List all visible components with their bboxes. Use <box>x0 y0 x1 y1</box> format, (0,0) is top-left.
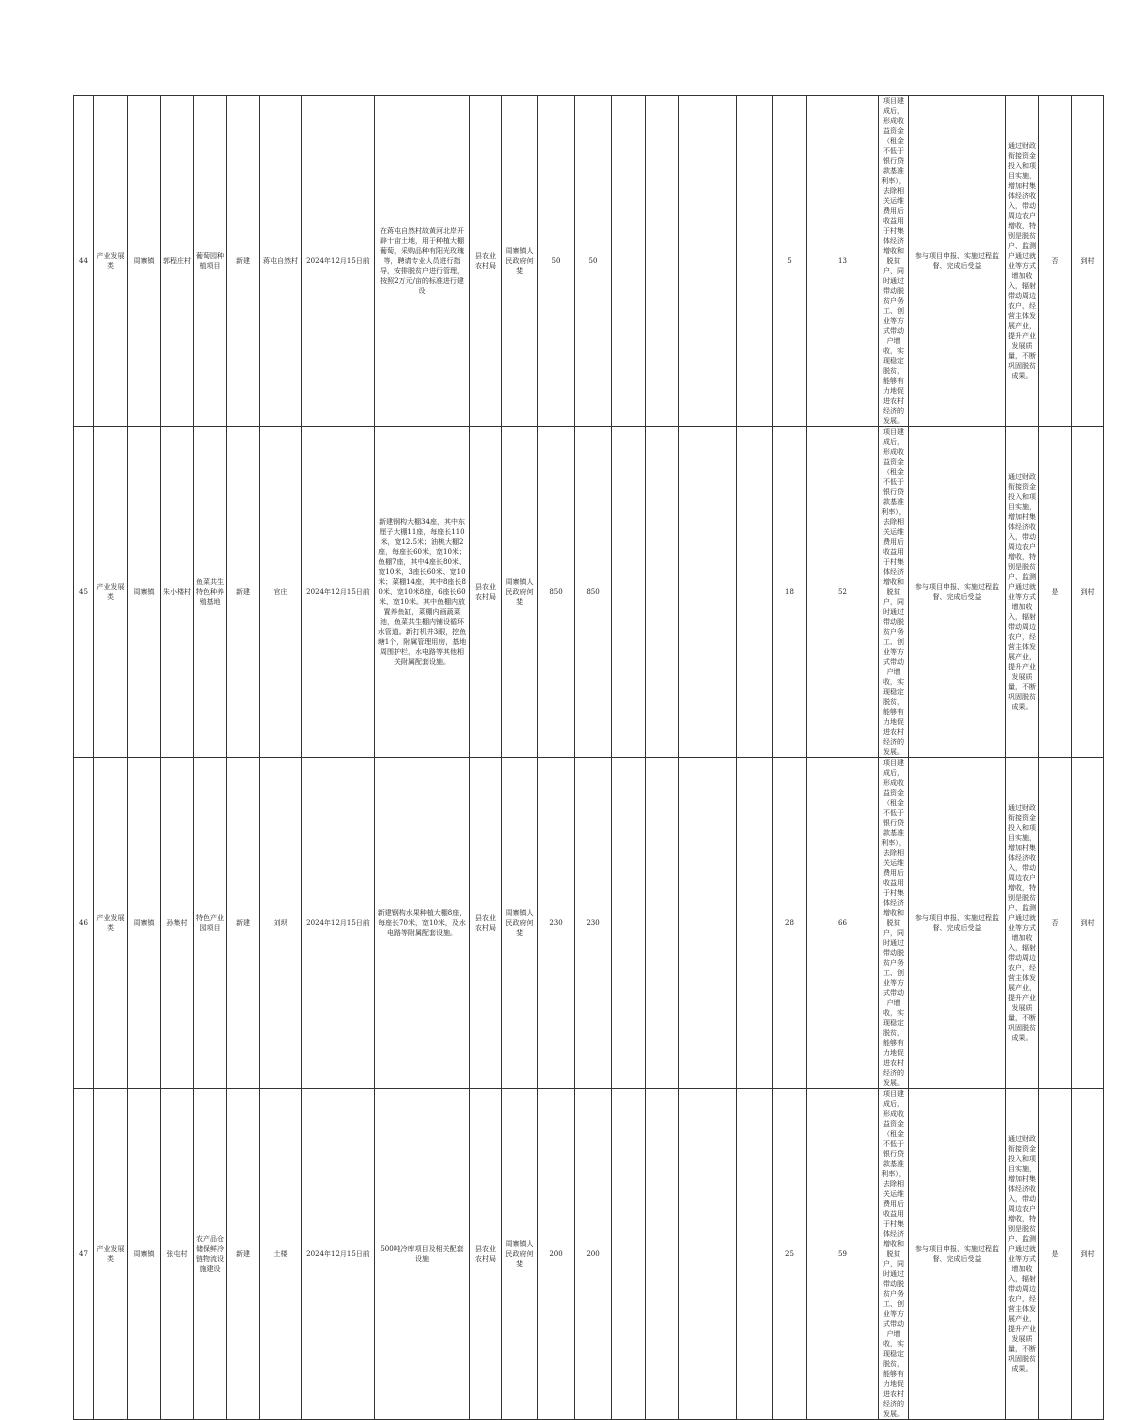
location-cell: 蒋屯自然村 <box>260 96 302 427</box>
empty-cell <box>646 1089 679 1420</box>
households-cell: 28 <box>773 758 807 1089</box>
effect-cell: 通过财政衔接资金投入和项目实施，增加村集体经济收入，带动周边农户增收，特别是脱贫户、监测户通过就业等方式增加收入，辐射带动周边农户，经营主体发展产业，提升产业发展质量，不断巩固脱贫成果。 <box>1006 427 1039 758</box>
village-cell: 郭程庄村 <box>161 96 194 427</box>
empty-cell <box>737 96 773 427</box>
project-table <box>73 95 1104 1420</box>
benefit-cell: 项目建成后，形成收益资金（租金不低于银行贷款基准利率），去除相关运维费用后收益用于村集体经济增收和脱贫户，同时通过带动脱贫户务工、创业等方式带动户增收，实现稳定脱贫，能够有力地促进农村经济的发展。 <box>879 96 909 427</box>
level-cell: 到村 <box>1072 1089 1104 1420</box>
total-investment-cell: 200 <box>538 1089 575 1420</box>
town-cell: 周寨镇 <box>128 96 161 427</box>
empty-cell <box>679 1089 737 1420</box>
effect-cell: 通过财政衔接资金投入和项目实施，增加村集体经济收入，带动周边农户增收，特别是脱贫户、监测户通过就业等方式增加收入，辐射带动周边农户，经营主体发展产业，提升产业发展质量，不断巩固脱贫成果。 <box>1006 1089 1039 1420</box>
deadline-cell: 2024年12月15日前 <box>302 96 375 427</box>
category-cell: 产业发展类 <box>94 758 128 1089</box>
row-number: 44 <box>74 96 94 427</box>
level-cell: 到村 <box>1072 758 1104 1089</box>
effect-cell: 通过财政衔接资金投入和项目实施，增加村集体经济收入，带动周边农户增收，特别是脱贫户、监测户通过就业等方式增加收入，辐射带动周边农户，经营主体发展产业，提升产业发展质量，不断巩固脱贫成果。 <box>1006 96 1039 427</box>
deadline-cell: 2024年12月15日前 <box>302 1089 375 1420</box>
location-cell: 刘坝 <box>260 758 302 1089</box>
project-name-cell: 农产品仓储保鲜冷链物流设施建设 <box>194 1089 227 1420</box>
department-cell: 县农业农村局 <box>470 96 502 427</box>
project-name-cell: 鱼菜共生特色种养殖基地 <box>194 427 227 758</box>
total-investment-cell: 850 <box>538 427 575 758</box>
project-name-cell: 葡萄园种植项目 <box>194 96 227 427</box>
deadline-cell: 2024年12月15日前 <box>302 758 375 1089</box>
row-number: 47 <box>74 1089 94 1420</box>
implementing-unit-cell: 周寨镇人民政府何斐 <box>502 427 538 758</box>
content-cell: 500吨冷库项目及相关配套设施 <box>375 1089 470 1420</box>
village-cell: 张屯村 <box>161 1089 194 1420</box>
mechanism-cell: 参与项目申报、实施过程监督、完成后受益 <box>909 1089 1006 1420</box>
build-type-cell: 新建 <box>227 96 260 427</box>
build-type-cell: 新建 <box>227 1089 260 1420</box>
empty-cell <box>737 1089 773 1420</box>
implementing-unit-cell: 周寨镇人民政府何斐 <box>502 1089 538 1420</box>
flag-cell: 是 <box>1039 1089 1072 1420</box>
implementing-unit-cell: 周寨镇人民政府何斐 <box>502 96 538 427</box>
persons-cell: 13 <box>807 96 879 427</box>
row-number: 46 <box>74 758 94 1089</box>
flag-cell: 否 <box>1039 758 1072 1089</box>
town-cell: 周寨镇 <box>128 758 161 1089</box>
category-cell: 产业发展类 <box>94 427 128 758</box>
total-investment-cell: 230 <box>538 758 575 1089</box>
village-cell: 朱小楼村 <box>161 427 194 758</box>
project-name-cell: 特色产业园项目 <box>194 758 227 1089</box>
households-cell: 18 <box>773 427 807 758</box>
total-investment-cell: 50 <box>538 96 575 427</box>
deadline-cell: 2024年12月15日前 <box>302 427 375 758</box>
households-cell: 5 <box>773 96 807 427</box>
effect-cell: 通过财政衔接资金投入和项目实施，增加村集体经济收入，带动周边农户增收，特别是脱贫户、监测户通过就业等方式增加收入，辐射带动周边农户，经营主体发展产业，提升产业发展质量，不断巩固脱贫成果。 <box>1006 758 1039 1089</box>
fund-cell: 200 <box>575 1089 612 1420</box>
town-cell: 周寨镇 <box>128 1089 161 1420</box>
fund-cell: 50 <box>575 96 612 427</box>
households-cell: 25 <box>773 1089 807 1420</box>
table-row <box>74 1089 1104 1420</box>
benefit-cell: 项目建成后，形成收益资金（租金不低于银行贷款基准利率），去除相关运维费用后收益用于村集体经济增收和脱贫户，同时通过带动脱贫户务工、创业等方式带动户增收，实现稳定脱贫，能够有力地促进农村经济的发展。 <box>879 758 909 1089</box>
build-type-cell: 新建 <box>227 427 260 758</box>
department-cell: 县农业农村局 <box>470 1089 502 1420</box>
location-cell: 官庄 <box>260 427 302 758</box>
empty-cell <box>679 427 737 758</box>
empty-cell <box>612 1089 646 1420</box>
table-row <box>74 427 1104 758</box>
persons-cell: 52 <box>807 427 879 758</box>
fund-cell: 850 <box>575 427 612 758</box>
empty-cell <box>612 96 646 427</box>
level-cell: 到村 <box>1072 96 1104 427</box>
benefit-cell: 项目建成后，形成收益资金（租金不低于银行贷款基准利率），去除相关运维费用后收益用于村集体经济增收和脱贫户，同时通过带动脱贫户务工、创业等方式带动户增收，实现稳定脱贫，能够有力地促进农村经济的发展。 <box>879 427 909 758</box>
empty-cell <box>612 758 646 1089</box>
table-row <box>74 96 1104 427</box>
level-cell: 到村 <box>1072 427 1104 758</box>
empty-cell <box>646 96 679 427</box>
department-cell: 县农业农村局 <box>470 758 502 1089</box>
town-cell: 周寨镇 <box>128 427 161 758</box>
fund-cell: 230 <box>575 758 612 1089</box>
content-cell: 在蒋屯自然村故黄河北岸开辟十亩土地，用于种植大棚葡萄，采购品种有阳光玫瑰等，聘请专业人员进行指导，安排脱贫户进行管理，按照2万元/亩的标准进行建设 <box>375 96 470 427</box>
empty-cell <box>737 427 773 758</box>
content-cell: 新建钢构水果种植大棚8座，每座长70米，宽10米，及水电路等附属配套设施。 <box>375 758 470 1089</box>
persons-cell: 59 <box>807 1089 879 1420</box>
mechanism-cell: 参与项目申报、实施过程监督、完成后受益 <box>909 758 1006 1089</box>
empty-cell <box>646 758 679 1089</box>
flag-cell: 否 <box>1039 96 1072 427</box>
mechanism-cell: 参与项目申报、实施过程监督、完成后受益 <box>909 427 1006 758</box>
empty-cell <box>612 427 646 758</box>
flag-cell: 是 <box>1039 427 1072 758</box>
empty-cell <box>679 96 737 427</box>
implementing-unit-cell: 周寨镇人民政府何斐 <box>502 758 538 1089</box>
table-row <box>74 758 1104 1089</box>
content-cell: 新建钢构大棚34座，其中东厘子大棚11座，每座长110米，宽12.5米；油桃大棚2座，每座长60米，宽10米；鱼棚7座，其中4座长80米、宽10米，3座长60米、宽10米；菜棚14座，其中8座长80米、宽10米8座，6座长60米、宽10米。其中鱼棚内放置养鱼缸，菜棚内画蔬菜池，鱼菜共生棚内铺设循环水管道。新打机井3眼，挖鱼塘1个，附属管理用房，基地周围护栏，水电路等其他相关附属配套设施。 <box>375 427 470 758</box>
benefit-cell: 项目建成后，形成收益资金（租金不低于银行贷款基准利率），去除相关运维费用后收益用于村集体经济增收和脱贫户，同时通过带动脱贫户务工、创业等方式带动户增收，实现稳定脱贫，能够有力地促进农村经济的发展。 <box>879 1089 909 1420</box>
category-cell: 产业发展类 <box>94 1089 128 1420</box>
department-cell: 县农业农村局 <box>470 427 502 758</box>
empty-cell <box>679 758 737 1089</box>
persons-cell: 66 <box>807 758 879 1089</box>
category-cell: 产业发展类 <box>94 96 128 427</box>
row-number: 45 <box>74 427 94 758</box>
empty-cell <box>737 758 773 1089</box>
empty-cell <box>646 427 679 758</box>
location-cell: 土楼 <box>260 1089 302 1420</box>
village-cell: 孙集村 <box>161 758 194 1089</box>
build-type-cell: 新建 <box>227 758 260 1089</box>
mechanism-cell: 参与项目申报、实施过程监督、完成后受益 <box>909 96 1006 427</box>
